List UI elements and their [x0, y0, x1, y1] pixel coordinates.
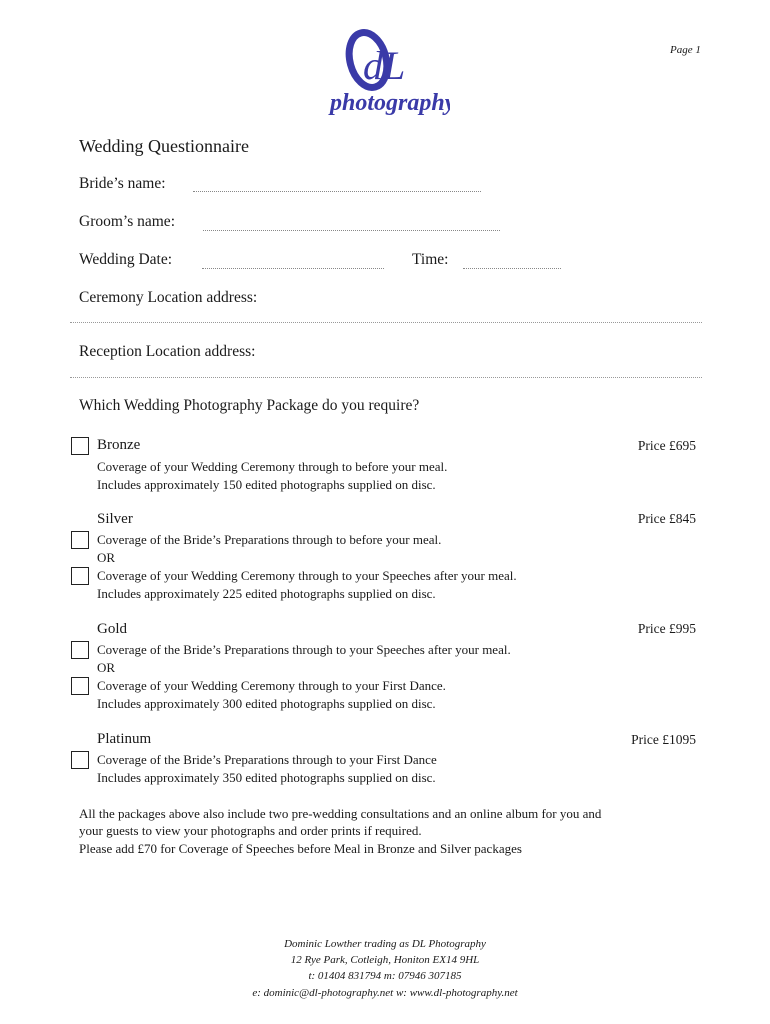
package-line: Coverage of your Wedding Ceremony through to your First Dance.: [97, 678, 446, 693]
package-price-bronze: Price £695: [637, 438, 696, 453]
package-or: OR: [97, 660, 116, 675]
package-price-platinum: Price £1095: [631, 732, 696, 747]
package-question: Which Wedding Photography Package do you require?: [79, 397, 420, 414]
groom-name-field[interactable]: [203, 230, 500, 231]
page-number: Page 1: [670, 44, 701, 56]
silver-ceremony-checkbox[interactable]: [71, 567, 89, 585]
packages-note: All the packages above also include two pre-wedding consultations and an online album for you and: [79, 806, 602, 821]
package-line: Coverage of the Bride’s Preparations through to before your meal.: [97, 532, 442, 547]
package-name-platinum: Platinum: [97, 731, 152, 747]
package-name-silver: Silver: [97, 511, 133, 527]
package-line: Coverage of the Bride’s Preparations through to your Speeches after your meal.: [97, 642, 511, 657]
company-logo: [326, 24, 450, 120]
logo-word: photography: [330, 90, 450, 116]
gold-ceremony-checkbox[interactable]: [71, 677, 89, 695]
package-line: Coverage of your Wedding Ceremony through to before your meal.: [97, 459, 448, 474]
footer-phone: t: 01404 831794 m: 07946 307185: [308, 970, 462, 982]
package-or: OR: [97, 550, 116, 565]
packages-note: Please add £70 for Coverage of Speeches before Meal in Bronze and Silver packages: [79, 841, 522, 856]
reception-location-label: Reception Location address:: [79, 343, 256, 360]
wedding-date-label: Wedding Date:: [79, 251, 173, 268]
wedding-date-field[interactable]: [202, 268, 384, 269]
package-price-silver: Price £845: [637, 511, 696, 526]
package-line: Includes approximately 150 edited photographs supplied on disc.: [97, 477, 436, 492]
package-price-gold: Price £995: [637, 621, 696, 636]
time-label: Time:: [412, 251, 449, 268]
time-field[interactable]: [463, 268, 561, 269]
package-line: Coverage of your Wedding Ceremony through to your Speeches after your meal.: [97, 568, 517, 583]
package-line: Includes approximately 225 edited photographs supplied on disc.: [97, 586, 436, 601]
logo-mark: dL: [363, 43, 406, 88]
silver-preparations-checkbox[interactable]: [71, 531, 89, 549]
package-line: Includes approximately 350 edited photographs supplied on disc.: [97, 770, 436, 785]
bride-name-label: Bride’s name:: [79, 175, 166, 192]
footer-address: 12 Rye Park, Cotleigh, Honiton EX14 9HL: [290, 954, 480, 966]
package-line: Includes approximately 300 edited photographs supplied on disc.: [97, 696, 436, 711]
groom-name-label: Groom’s name:: [79, 213, 175, 230]
platinum-checkbox[interactable]: [71, 751, 89, 769]
footer-line: Dominic Lowther trading as DL Photography: [284, 938, 486, 950]
package-name-bronze: Bronze: [97, 437, 141, 453]
packages-note: your guests to view your photographs and order prints if required.: [79, 823, 422, 838]
bride-name-field[interactable]: [193, 191, 481, 192]
page-title: Wedding Questionnaire: [79, 136, 250, 156]
gold-preparations-checkbox[interactable]: [71, 641, 89, 659]
ceremony-location-label: Ceremony Location address:: [79, 289, 258, 306]
ceremony-location-field[interactable]: [70, 322, 702, 323]
package-name-gold: Gold: [97, 621, 127, 637]
bronze-checkbox[interactable]: [71, 437, 89, 455]
footer-contact: e: dominic@dl-photography.net w: www.dl-photography.net: [252, 987, 518, 999]
reception-location-field[interactable]: [70, 377, 702, 378]
package-line: Coverage of the Bride’s Preparations through to your First Dance: [97, 752, 437, 767]
